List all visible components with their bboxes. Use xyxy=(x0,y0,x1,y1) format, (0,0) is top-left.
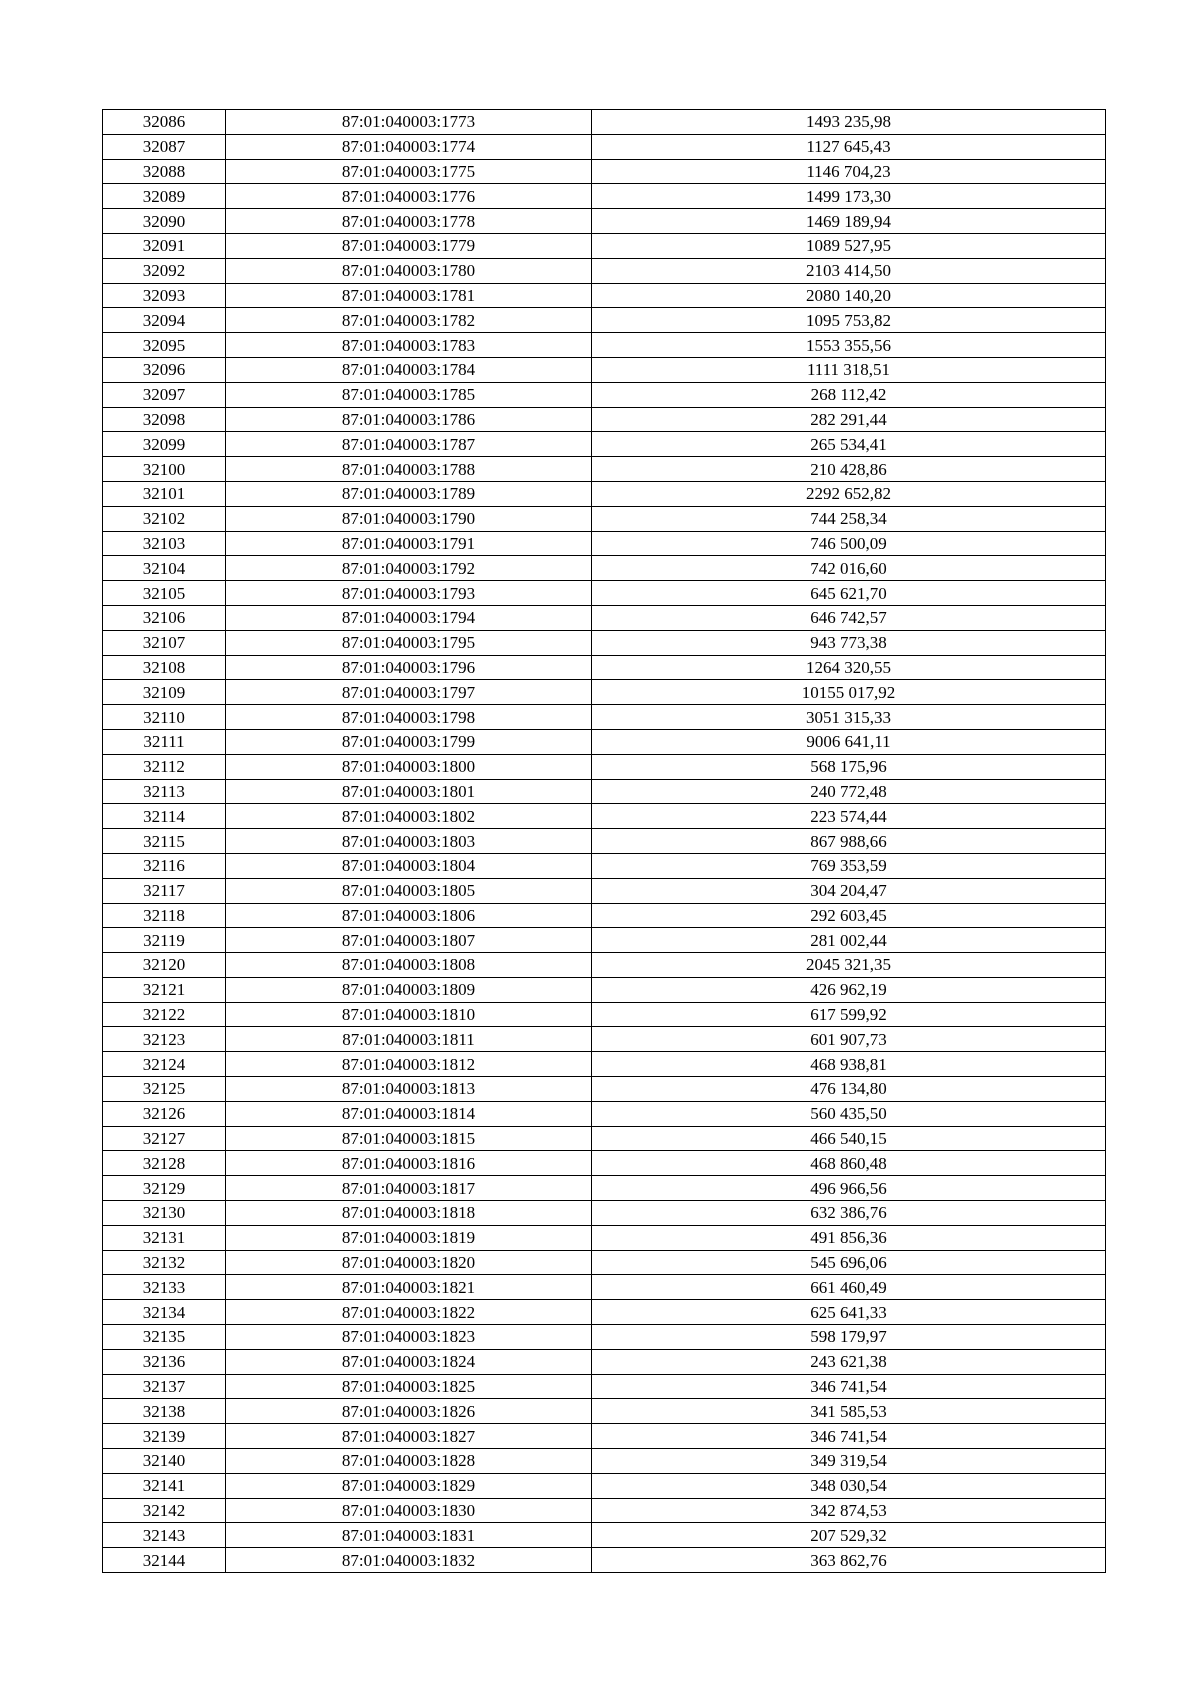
row-number-cell: 32106 xyxy=(103,605,226,630)
cadastral-number-cell: 87:01:040003:1783 xyxy=(226,333,592,358)
cadastral-number-cell: 87:01:040003:1780 xyxy=(226,258,592,283)
table-row xyxy=(103,1449,1106,1474)
cadastral-number-cell: 87:01:040003:1822 xyxy=(226,1300,592,1325)
row-number-cell: 32125 xyxy=(103,1077,226,1102)
table-row xyxy=(103,283,1106,308)
table-row xyxy=(103,481,1106,506)
row-number-cell: 32091 xyxy=(103,233,226,258)
row-number-cell: 32090 xyxy=(103,209,226,234)
cadastral-number-cell: 87:01:040003:1804 xyxy=(226,853,592,878)
table-row xyxy=(103,333,1106,358)
cadastral-value-cell: 545 696,06 xyxy=(592,1250,1106,1275)
table-row xyxy=(103,1225,1106,1250)
table-row xyxy=(103,1498,1106,1523)
row-number-cell: 32097 xyxy=(103,382,226,407)
cadastral-number-cell: 87:01:040003:1813 xyxy=(226,1077,592,1102)
table-row xyxy=(103,110,1106,135)
row-number-cell: 32120 xyxy=(103,953,226,978)
cadastral-value-cell: 240 772,48 xyxy=(592,779,1106,804)
cadastral-value-cell: 349 319,54 xyxy=(592,1449,1106,1474)
row-number-cell: 32110 xyxy=(103,705,226,730)
cadastral-number-cell: 87:01:040003:1827 xyxy=(226,1424,592,1449)
row-number-cell: 32095 xyxy=(103,333,226,358)
cadastral-number-cell: 87:01:040003:1820 xyxy=(226,1250,592,1275)
row-number-cell: 32123 xyxy=(103,1027,226,1052)
table-row xyxy=(103,903,1106,928)
cadastral-number-cell: 87:01:040003:1830 xyxy=(226,1498,592,1523)
table-row xyxy=(103,233,1106,258)
cadastral-number-cell: 87:01:040003:1786 xyxy=(226,407,592,432)
cadastral-number-cell: 87:01:040003:1808 xyxy=(226,953,592,978)
row-number-cell: 32109 xyxy=(103,680,226,705)
row-number-cell: 32137 xyxy=(103,1374,226,1399)
table-row xyxy=(103,1126,1106,1151)
table-row xyxy=(103,1201,1106,1226)
cadastral-value-cell: 1111 318,51 xyxy=(592,357,1106,382)
cadastral-value-cell: 742 016,60 xyxy=(592,556,1106,581)
cadastral-number-cell: 87:01:040003:1818 xyxy=(226,1201,592,1226)
row-number-cell: 32098 xyxy=(103,407,226,432)
row-number-cell: 32092 xyxy=(103,258,226,283)
row-number-cell: 32114 xyxy=(103,804,226,829)
table-row xyxy=(103,407,1106,432)
row-number-cell: 32130 xyxy=(103,1201,226,1226)
table-row xyxy=(103,1473,1106,1498)
row-number-cell: 32131 xyxy=(103,1225,226,1250)
table-row xyxy=(103,1250,1106,1275)
table-row xyxy=(103,754,1106,779)
cadastral-number-cell: 87:01:040003:1824 xyxy=(226,1349,592,1374)
row-number-cell: 32121 xyxy=(103,977,226,1002)
cadastral-number-cell: 87:01:040003:1809 xyxy=(226,977,592,1002)
table-row xyxy=(103,729,1106,754)
row-number-cell: 32116 xyxy=(103,853,226,878)
cadastral-value-cell: 243 621,38 xyxy=(592,1349,1106,1374)
cadastral-value-cell: 568 175,96 xyxy=(592,754,1106,779)
cadastral-number-cell: 87:01:040003:1832 xyxy=(226,1548,592,1573)
row-number-cell: 32141 xyxy=(103,1473,226,1498)
cadastral-value-cell: 346 741,54 xyxy=(592,1374,1106,1399)
cadastral-value-cell: 1553 355,56 xyxy=(592,333,1106,358)
row-number-cell: 32111 xyxy=(103,729,226,754)
cadastral-value-cell: 625 641,33 xyxy=(592,1300,1106,1325)
row-number-cell: 32119 xyxy=(103,928,226,953)
cadastral-number-cell: 87:01:040003:1793 xyxy=(226,581,592,606)
cadastral-number-cell: 87:01:040003:1799 xyxy=(226,729,592,754)
row-number-cell: 32094 xyxy=(103,308,226,333)
table-row xyxy=(103,184,1106,209)
row-number-cell: 32139 xyxy=(103,1424,226,1449)
table-row xyxy=(103,878,1106,903)
row-number-cell: 32134 xyxy=(103,1300,226,1325)
row-number-cell: 32138 xyxy=(103,1399,226,1424)
cadastral-number-cell: 87:01:040003:1812 xyxy=(226,1052,592,1077)
cadastral-number-cell: 87:01:040003:1828 xyxy=(226,1449,592,1474)
row-number-cell: 32101 xyxy=(103,481,226,506)
cadastral-number-cell: 87:01:040003:1811 xyxy=(226,1027,592,1052)
cadastral-number-cell: 87:01:040003:1779 xyxy=(226,233,592,258)
cadastral-value-cell: 346 741,54 xyxy=(592,1424,1106,1449)
cadastral-number-cell: 87:01:040003:1798 xyxy=(226,705,592,730)
cadastral-number-cell: 87:01:040003:1829 xyxy=(226,1473,592,1498)
table-row xyxy=(103,977,1106,1002)
table-row xyxy=(103,928,1106,953)
cadastral-value-cell: 426 962,19 xyxy=(592,977,1106,1002)
cadastral-value-cell: 1089 527,95 xyxy=(592,233,1106,258)
cadastral-value-cell: 491 856,36 xyxy=(592,1225,1106,1250)
cadastral-value-cell: 363 862,76 xyxy=(592,1548,1106,1573)
cadastral-number-cell: 87:01:040003:1792 xyxy=(226,556,592,581)
table-row xyxy=(103,655,1106,680)
cadastral-value-cell: 292 603,45 xyxy=(592,903,1106,928)
cadastral-number-cell: 87:01:040003:1785 xyxy=(226,382,592,407)
table-row xyxy=(103,1424,1106,1449)
cadastral-value-cell: 210 428,86 xyxy=(592,457,1106,482)
table-row xyxy=(103,556,1106,581)
table-row xyxy=(103,209,1106,234)
row-number-cell: 32127 xyxy=(103,1126,226,1151)
cadastral-value-cell: 2080 140,20 xyxy=(592,283,1106,308)
cadastral-value-cell: 3051 315,33 xyxy=(592,705,1106,730)
table-row xyxy=(103,1027,1106,1052)
cadastral-value-cell: 304 204,47 xyxy=(592,878,1106,903)
cadastral-value-cell: 2045 321,35 xyxy=(592,953,1106,978)
cadastral-number-cell: 87:01:040003:1775 xyxy=(226,159,592,184)
cadastral-value-cell: 268 112,42 xyxy=(592,382,1106,407)
row-number-cell: 32143 xyxy=(103,1523,226,1548)
row-number-cell: 32115 xyxy=(103,829,226,854)
row-number-cell: 32112 xyxy=(103,754,226,779)
row-number-cell: 32100 xyxy=(103,457,226,482)
cadastral-number-cell: 87:01:040003:1831 xyxy=(226,1523,592,1548)
row-number-cell: 32108 xyxy=(103,655,226,680)
cadastral-number-cell: 87:01:040003:1815 xyxy=(226,1126,592,1151)
row-number-cell: 32117 xyxy=(103,878,226,903)
cadastral-value-cell: 281 002,44 xyxy=(592,928,1106,953)
table-row xyxy=(103,953,1106,978)
table-row xyxy=(103,1275,1106,1300)
cadastral-value-cell: 598 179,97 xyxy=(592,1325,1106,1350)
table-row xyxy=(103,506,1106,531)
cadastral-number-cell: 87:01:040003:1781 xyxy=(226,283,592,308)
cadastral-number-cell: 87:01:040003:1807 xyxy=(226,928,592,953)
row-number-cell: 32088 xyxy=(103,159,226,184)
cadastral-number-cell: 87:01:040003:1826 xyxy=(226,1399,592,1424)
table-row xyxy=(103,1374,1106,1399)
cadastral-value-cell: 1146 704,23 xyxy=(592,159,1106,184)
row-number-cell: 32129 xyxy=(103,1176,226,1201)
cadastral-number-cell: 87:01:040003:1774 xyxy=(226,134,592,159)
cadastral-number-cell: 87:01:040003:1788 xyxy=(226,457,592,482)
table-row xyxy=(103,1523,1106,1548)
cadastral-value-cell: 341 585,53 xyxy=(592,1399,1106,1424)
cadastral-value-cell: 617 599,92 xyxy=(592,1002,1106,1027)
cadastral-value-cell: 10155 017,92 xyxy=(592,680,1106,705)
row-number-cell: 32135 xyxy=(103,1325,226,1350)
cadastral-value-cell: 342 874,53 xyxy=(592,1498,1106,1523)
cadastral-value-cell: 223 574,44 xyxy=(592,804,1106,829)
table-row xyxy=(103,1151,1106,1176)
row-number-cell: 32144 xyxy=(103,1548,226,1573)
cadastral-number-cell: 87:01:040003:1805 xyxy=(226,878,592,903)
row-number-cell: 32128 xyxy=(103,1151,226,1176)
table-row xyxy=(103,134,1106,159)
row-number-cell: 32140 xyxy=(103,1449,226,1474)
table-row xyxy=(103,1052,1106,1077)
cadastral-number-cell: 87:01:040003:1806 xyxy=(226,903,592,928)
cadastral-number-cell: 87:01:040003:1803 xyxy=(226,829,592,854)
cadastral-value-cell: 646 742,57 xyxy=(592,605,1106,630)
cadastral-value-cell: 943 773,38 xyxy=(592,630,1106,655)
cadastral-value-cell: 769 353,59 xyxy=(592,853,1106,878)
cadastral-value-cell: 632 386,76 xyxy=(592,1201,1106,1226)
table-row xyxy=(103,829,1106,854)
table-row xyxy=(103,432,1106,457)
cadastral-number-cell: 87:01:040003:1773 xyxy=(226,110,592,135)
cadastral-number-cell: 87:01:040003:1810 xyxy=(226,1002,592,1027)
cadastral-number-cell: 87:01:040003:1790 xyxy=(226,506,592,531)
table-row xyxy=(103,630,1106,655)
table-row xyxy=(103,1325,1106,1350)
cadastral-value-cell: 1499 173,30 xyxy=(592,184,1106,209)
row-number-cell: 32107 xyxy=(103,630,226,655)
cadastral-number-cell: 87:01:040003:1802 xyxy=(226,804,592,829)
row-number-cell: 32102 xyxy=(103,506,226,531)
cadastral-number-cell: 87:01:040003:1794 xyxy=(226,605,592,630)
cadastral-value-cell: 661 460,49 xyxy=(592,1275,1106,1300)
row-number-cell: 32105 xyxy=(103,581,226,606)
cadastral-value-cell: 1493 235,98 xyxy=(592,110,1106,135)
cadastral-value-cell: 468 860,48 xyxy=(592,1151,1106,1176)
row-number-cell: 32089 xyxy=(103,184,226,209)
table-row xyxy=(103,1176,1106,1201)
cadastral-value-cell: 1127 645,43 xyxy=(592,134,1106,159)
cadastral-value-cell: 9006 641,11 xyxy=(592,729,1106,754)
row-number-cell: 32142 xyxy=(103,1498,226,1523)
table-row xyxy=(103,1077,1106,1102)
cadastral-number-cell: 87:01:040003:1789 xyxy=(226,481,592,506)
row-number-cell: 32096 xyxy=(103,357,226,382)
cadastral-value-cell: 496 966,56 xyxy=(592,1176,1106,1201)
table-body xyxy=(103,110,1106,1573)
row-number-cell: 32087 xyxy=(103,134,226,159)
cadastral-number-cell: 87:01:040003:1791 xyxy=(226,531,592,556)
table-row xyxy=(103,705,1106,730)
cadastral-value-cell: 867 988,66 xyxy=(592,829,1106,854)
row-number-cell: 32126 xyxy=(103,1101,226,1126)
row-number-cell: 32118 xyxy=(103,903,226,928)
cadastral-number-cell: 87:01:040003:1814 xyxy=(226,1101,592,1126)
cadastral-value-cell: 746 500,09 xyxy=(592,531,1106,556)
row-number-cell: 32104 xyxy=(103,556,226,581)
cadastral-value-cell: 466 540,15 xyxy=(592,1126,1106,1151)
cadastral-value-cell: 1095 753,82 xyxy=(592,308,1106,333)
row-number-cell: 32124 xyxy=(103,1052,226,1077)
cadastral-value-cell: 282 291,44 xyxy=(592,407,1106,432)
row-number-cell: 32103 xyxy=(103,531,226,556)
row-number-cell: 32133 xyxy=(103,1275,226,1300)
table-row xyxy=(103,531,1106,556)
table-row xyxy=(103,457,1106,482)
cadastral-number-cell: 87:01:040003:1817 xyxy=(226,1176,592,1201)
table-row xyxy=(103,1349,1106,1374)
table-row xyxy=(103,1399,1106,1424)
cadastral-number-cell: 87:01:040003:1823 xyxy=(226,1325,592,1350)
cadastral-number-cell: 87:01:040003:1801 xyxy=(226,779,592,804)
row-number-cell: 32113 xyxy=(103,779,226,804)
table-row xyxy=(103,357,1106,382)
cadastral-number-cell: 87:01:040003:1787 xyxy=(226,432,592,457)
row-number-cell: 32132 xyxy=(103,1250,226,1275)
cadastral-value-cell: 468 938,81 xyxy=(592,1052,1106,1077)
cadastral-number-cell: 87:01:040003:1797 xyxy=(226,680,592,705)
table-row xyxy=(103,258,1106,283)
cadastral-number-cell: 87:01:040003:1778 xyxy=(226,209,592,234)
cadastral-number-cell: 87:01:040003:1795 xyxy=(226,630,592,655)
row-number-cell: 32136 xyxy=(103,1349,226,1374)
row-number-cell: 32122 xyxy=(103,1002,226,1027)
cadastral-number-cell: 87:01:040003:1819 xyxy=(226,1225,592,1250)
cadastral-value-cell: 744 258,34 xyxy=(592,506,1106,531)
table-row xyxy=(103,1300,1106,1325)
cadastral-value-cell: 1469 189,94 xyxy=(592,209,1106,234)
table-row xyxy=(103,308,1106,333)
table-row xyxy=(103,1101,1106,1126)
cadastral-value-cell: 348 030,54 xyxy=(592,1473,1106,1498)
cadastral-number-cell: 87:01:040003:1782 xyxy=(226,308,592,333)
row-number-cell: 32099 xyxy=(103,432,226,457)
table-row xyxy=(103,382,1106,407)
cadastral-value-cell: 1264 320,55 xyxy=(592,655,1106,680)
cadastral-value-cell: 265 534,41 xyxy=(592,432,1106,457)
row-number-cell: 32093 xyxy=(103,283,226,308)
row-number-cell: 32086 xyxy=(103,110,226,135)
cadastral-value-cell: 476 134,80 xyxy=(592,1077,1106,1102)
table-row xyxy=(103,159,1106,184)
cadastral-number-cell: 87:01:040003:1816 xyxy=(226,1151,592,1176)
table-row xyxy=(103,605,1106,630)
table-row xyxy=(103,1548,1106,1573)
cadastral-number-cell: 87:01:040003:1796 xyxy=(226,655,592,680)
cadastral-value-cell: 207 529,32 xyxy=(592,1523,1106,1548)
cadastral-number-cell: 87:01:040003:1821 xyxy=(226,1275,592,1300)
cadastral-value-cell: 645 621,70 xyxy=(592,581,1106,606)
table-row xyxy=(103,680,1106,705)
cadastral-value-table xyxy=(102,109,1106,1573)
cadastral-number-cell: 87:01:040003:1784 xyxy=(226,357,592,382)
cadastral-number-cell: 87:01:040003:1800 xyxy=(226,754,592,779)
table-row xyxy=(103,581,1106,606)
table-row xyxy=(103,1002,1106,1027)
cadastral-number-cell: 87:01:040003:1776 xyxy=(226,184,592,209)
table-row xyxy=(103,804,1106,829)
table-row xyxy=(103,853,1106,878)
cadastral-number-cell: 87:01:040003:1825 xyxy=(226,1374,592,1399)
table-row xyxy=(103,779,1106,804)
cadastral-value-cell: 601 907,73 xyxy=(592,1027,1106,1052)
cadastral-value-cell: 560 435,50 xyxy=(592,1101,1106,1126)
cadastral-value-cell: 2292 652,82 xyxy=(592,481,1106,506)
cadastral-value-cell: 2103 414,50 xyxy=(592,258,1106,283)
